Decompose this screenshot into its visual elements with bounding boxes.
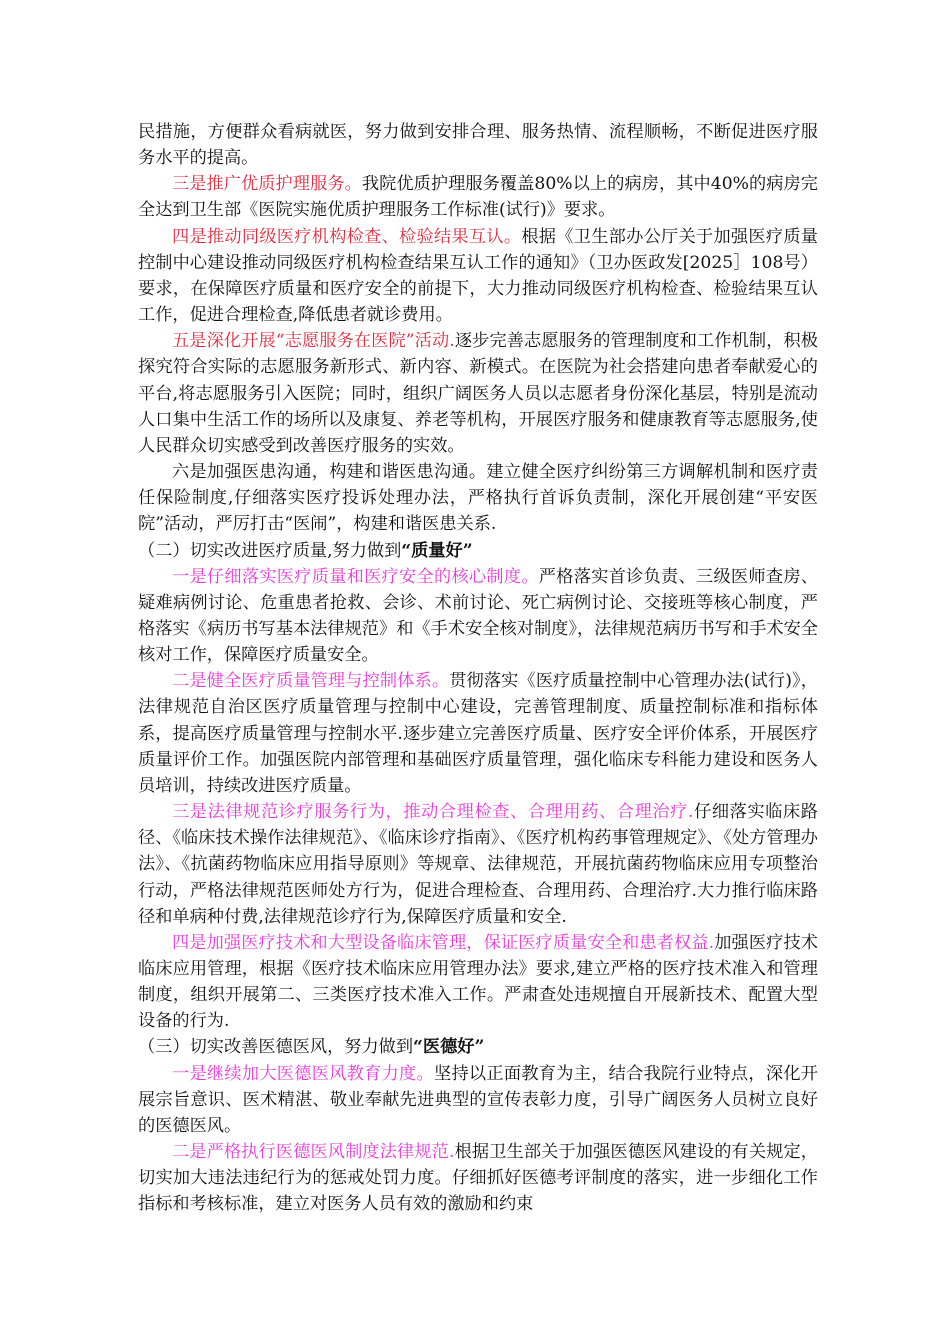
paragraph-body: 坚持以正面教育为主，结合我院行业特点，深化开展宗旨意识、医术精湛、敬业奉献先进典型的宣传表彰力度，引导广阔医务人员树立良好的医德医风。 (138, 1063, 818, 1136)
heading-emphasis: “医德好” (413, 1037, 485, 1058)
paragraph-body: 我院优质护理服务覆盖80%以上的病房，其中40%的病房完全达到卫生部《医院实施优质护理服务工作标准(试行)》要求。 (138, 174, 818, 221)
paragraph-item-2 (138, 668, 818, 799)
heading-emphasis: “质量好” (401, 540, 473, 561)
paragraph-item-1c (138, 1061, 818, 1139)
document-page (138, 119, 818, 1218)
paragraph-item-4 (138, 224, 818, 329)
heading-text: （三）切实改善医德医风，努力做到 (138, 1037, 414, 1058)
paragraph-lead: 二是健全医疗质量管理与控制体系。 (172, 671, 450, 692)
heading-text: （二）切实改进医疗质量,努力做到 (138, 540, 402, 561)
paragraph-body: 严格落实首诊负责、三级医师查房、疑难病例讨论、危重患者抢救、会诊、术前讨论、死亡病例讨论、交接班等核心制度，严格落实《病历书写基本法律规范》和《手术安全核对制度》，法律规范病历书写和手术安全核对工作，保障医疗质量安全。 (138, 566, 818, 666)
paragraph-lead: 五是深化开展“志愿服务在医院”活动. (172, 331, 455, 352)
paragraph-item-2c (138, 1139, 818, 1217)
paragraph-lead: 一是仔细落实医疗质量和医疗安全的核心制度。 (172, 566, 539, 587)
paragraph-lead: 四是推动同级医疗机构检查、检验结果互认。 (172, 226, 522, 247)
paragraph-item-5 (138, 328, 818, 459)
paragraph-body: 贯彻落实《医疗质量控制中心管理办法(试行)》，法律规范自治区医疗质量管理与控制中心建设，完善管理制度、质量控制标准和指标体系，提高医疗质量管理与控制水平.逐步建立完善医疗质量、医疗安全评价体系，开展医疗质量评价工作。加强医院内部管理和基础医疗质量管理，强化临床专科能力建设和医务人员培训，持续改进医疗质量。 (138, 671, 818, 796)
paragraph-item-4b (138, 930, 818, 1035)
paragraph-body: 六是加强医患沟通，构建和谐医患沟通。建立健全医疗纠纷第三方调解机制和医疗责任保险制度,仔细落实医疗投诉处理办法，严格执行首诉负责制，深化开展创建“平安医院”活动，严厉打击“医闹”，构建和谐医患关系. (138, 462, 818, 535)
paragraph-item-3b (138, 799, 818, 930)
paragraph-body: 仔细落实临床路径、《临床技术操作法律规范》、《临床诊疗指南》、《医疗机构药事管理规定》、《处方管理办法》、《抗菌药物临床应用指导原则》等规章、法律规范，开展抗菌药物临床应用专项整治行动，严格法律规范医师处方行为，促进合理检查、合理用药、合理治疗.大力推行临床路径和单病种付费,法律规范诊疗行为,保障医疗质量和安全. (138, 802, 818, 927)
section-heading-3 (138, 1034, 818, 1060)
paragraph-lead: 三是推广优质护理服务。 (172, 174, 362, 195)
paragraph-body: 加强医疗技术临床应用管理，根据《医疗技术临床应用管理办法》要求,建立严格的医疗技术准入和管理制度，组织开展第二、三类医疗技术准入工作。严肃查处违规擅自开展新技术、配置大型设备的行为. (138, 932, 818, 1032)
paragraph-item-1 (138, 564, 818, 669)
section-heading-2 (138, 538, 818, 564)
paragraph-lead: 二是严格执行医德医风制度法律规范. (172, 1142, 455, 1163)
paragraph-body: 根据卫生部关于加强医德医风建设的有关规定，切实加大违法违纪行为的惩戒处罚力度。仔细抓好医德考评制度的落实，进一步细化工作指标和考核标准，建立对医务人员有效的激励和约束 (138, 1142, 818, 1215)
paragraph-body: 根据《卫生部办公厅关于加强医疗质量控制中心建设推动同级医疗机构检查结果互认工作的通知》（卫办医政发[2025］108号）要求，在保障医疗质量和医疗安全的前提下，大力推动同级医疗机构检查、检验结果互认工作，促进合理检查,降低患者就诊费用。 (138, 226, 818, 326)
paragraph-lead: 一是继续加大医德医风教育力度。 (172, 1063, 434, 1084)
paragraph-lead: 四是加强医疗技术和大型设备临床管理，保证医疗质量安全和患者权益. (172, 932, 715, 953)
paragraph-body: 民措施，方便群众看病就医，努力做到安排合理、服务热情、流程顺畅，不断促进医疗服务水平的提高。 (138, 122, 818, 169)
paragraph-item-3 (138, 171, 818, 223)
paragraph-item-6 (138, 459, 818, 537)
paragraph-lead: 三是法律规范诊疗服务行为，推动合理检查、合理用药、合理治疗. (172, 802, 694, 823)
paragraph-continuation (138, 119, 818, 171)
paragraph-body: 逐步完善志愿服务的管理制度和工作机制，积极探究符合实际的志愿服务新形式、新内容、新模式。在医院为社会搭建向患者奉献爱心的平台,将志愿服务引入医院；同时，组织广阔医务人员以志愿者身份深化基层，特别是流动人口集中生活工作的场所以及康复、养老等机构，开展医疗服务和健康教育等志愿服务,使人民群众切实感受到改善医疗服务的实效。 (138, 331, 818, 456)
